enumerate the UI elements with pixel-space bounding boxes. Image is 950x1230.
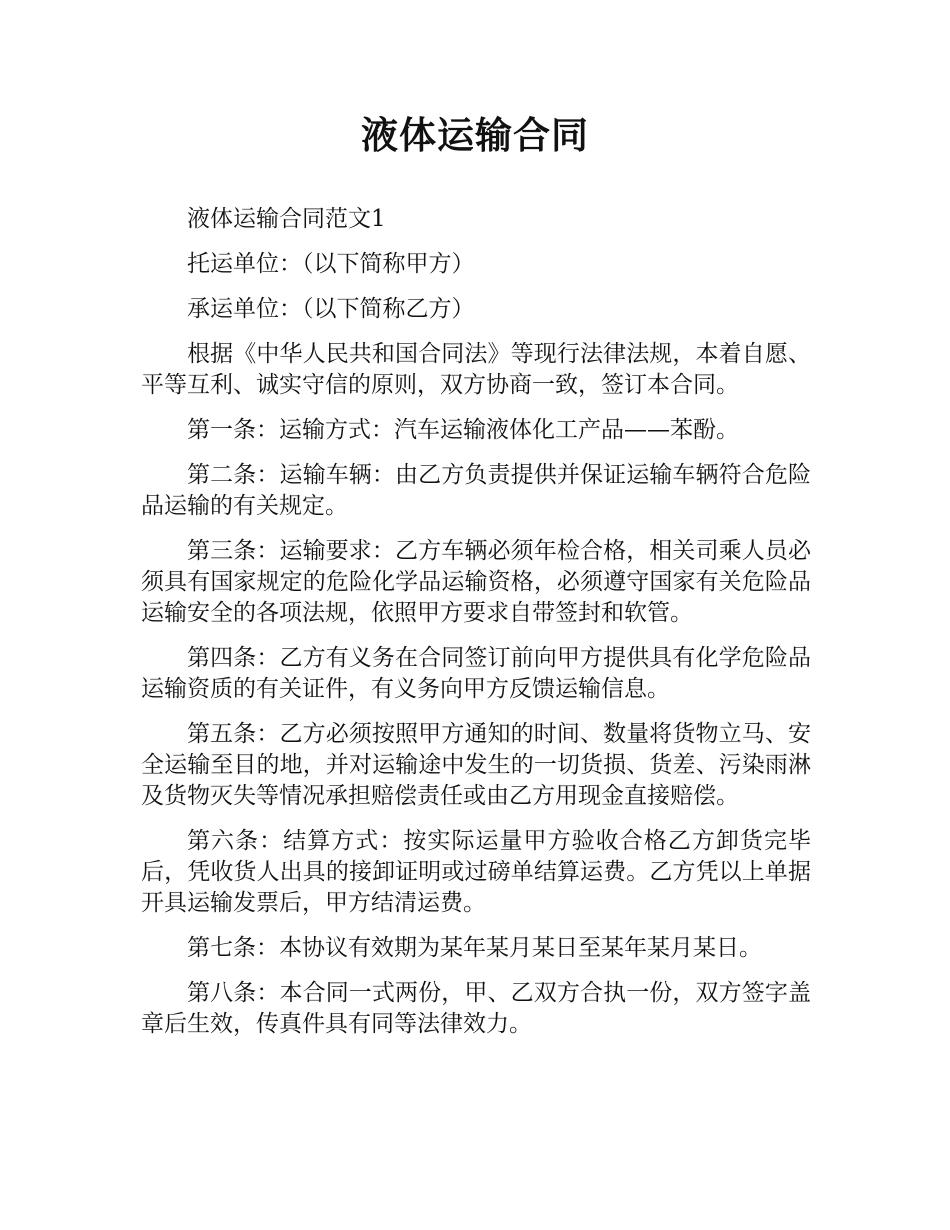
paragraph-article-6: 第六条：结算方式：按实际运量甲方验收合格乙方卸货完毕后，凭收货人出具的接卸证明或过磅单结算运费。乙方凭以上单据开具运输发票后，甲方结清运费。 bbox=[141, 828, 811, 916]
paragraph-article-2: 第二条：运输车辆：由乙方负责提供并保证运输车辆符合危险品运输的有关规定。 bbox=[141, 462, 811, 519]
paragraph-article-5: 第五条：乙方必须按照甲方通知的时间、数量将货物立马、安全运输至目的地，并对运输途中发生的一切货损、货差、污染雨淋及货物灭失等情况承担赔偿责任或由乙方用现金直接赔偿。 bbox=[141, 721, 811, 809]
paragraph-article-4: 第四条：乙方有义务在合同签订前向甲方提供具有化学危险品运输资质的有关证件，有义务向甲方反馈运输信息。 bbox=[141, 645, 811, 702]
document-title: 液体运输合同 bbox=[361, 114, 589, 157]
paragraph-consignor: 托运单位：（以下简称甲方） bbox=[187, 251, 475, 277]
paragraph-template-title: 液体运输合同范文1 bbox=[187, 206, 386, 232]
paragraph-article-3: 第三条：运输要求：乙方车辆必须年检合格，相关司乘人员必须具有国家规定的危险化学品运输资格，必须遵守国家有关危险品运输安全的各项法规，依照甲方要求自带签封和软管。 bbox=[141, 538, 811, 626]
paragraph-article-1: 第一条：运输方式：汽车运输液体化工产品——苯酚。 bbox=[187, 417, 739, 443]
document-body bbox=[141, 204, 811, 1054]
paragraph-article-7: 第七条：本协议有效期为某年某月某日至某年某月某日。 bbox=[187, 935, 762, 961]
paragraph-carrier: 承运单位：（以下简称乙方） bbox=[187, 296, 475, 322]
paragraph-article-8: 第八条：本合同一式两份，甲、乙双方合执一份，双方签字盖章后生效，传真件具有同等法律效力。 bbox=[141, 980, 811, 1037]
paragraph-preamble: 根据《中华人民共和国合同法》等现行法律法规，本着自愿、平等互利、诚实守信的原则，双方协商一致，签订本合同。 bbox=[141, 341, 811, 398]
